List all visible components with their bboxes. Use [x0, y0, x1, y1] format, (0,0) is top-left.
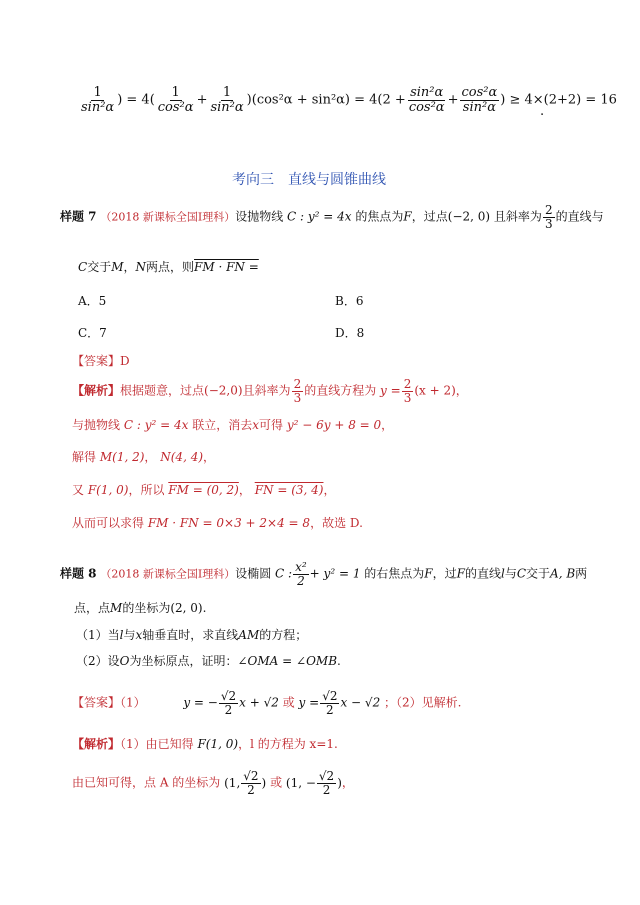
example8-question-line1: 样题 8 （2018 新课标全国Ⅰ理科）设椭圆 C : $\frac{\text{x²}}{2}$ + y² = 1 的右焦点为F，过F的直线l与C交于A, B两 [60, 560, 588, 588]
example8-part2: （2）设O为坐标原点，证明：∠OMA = ∠OMB. [76, 654, 341, 668]
example8-label: 样题 8 [60, 566, 97, 581]
option-a: A．5 [78, 294, 107, 308]
example7-question-line2: C交于M，N两点，则FM · FN = [78, 260, 259, 274]
example7-analysis-line3: 解得 M(1, 2)， N(4, 4)， [72, 450, 216, 464]
top-formula: $\frac{1}{\text{sin²α}}$ ) = 4( $\frac{1}{\text{cos²α}}$ + $\frac{1}{\text{sin²α}}$ )(cos²α + sin²α) = 4(2 + $\frac{\text{sin²α}}{\text{cos²α}}$ + $\frac{\text{cos²α}}{\text{sin²α}}$ ) ≥ 4×(2+2) = 16 [81, 85, 617, 115]
example7-question-line1: 样题 7 （2018 新课标全国Ⅰ理科）设抛物线 C : y² = 4x 的焦点为F，过点(−2, 0) 且斜率为 $\frac{2}{3}$ 的直线与 [60, 203, 604, 231]
example8-analysis-line2: 由已知可得，点 A 的坐标为 (1, $\frac{√2}{2}$ ) 或 (1, − $\frac{√2}{2}$ )， [72, 769, 354, 797]
example7-label: 样题 7 [60, 209, 97, 224]
example8-answer: 【答案】（1） y = − $\frac{√2}{2}$ x + √2 或 y = $\frac{√2}{2}$ x − √2 ；（2）见解析. [72, 689, 462, 717]
example7-answer: 【答案】D [72, 354, 130, 368]
example7-analysis-line5: 从而可以求得 FM · FN = 0×3 + 2×4 = 8，故选 D. [72, 516, 363, 530]
example8-analysis-line1: 【解析】（1）由已知得 F(1, 0)，l 的方程为 x=1. [72, 737, 338, 751]
option-b: B．6 [335, 294, 364, 308]
option-d: D．8 [335, 326, 365, 340]
top-formula-period: . [540, 104, 545, 119]
example7-analysis-line4: 又 F(1, 0)，所以 FM = (0, 2)， FN = (3, 4)， [72, 483, 336, 497]
example7-analysis-line1: 【解析】根据题意，过点(−2,0)且斜率为 $\frac{2}{3}$ 的直线方程为 y = $\frac{2}{3}$ (x + 2)， [72, 377, 468, 405]
example8-question-line2: 点，点M的坐标为(2, 0). [74, 601, 207, 615]
example8-part1: （1）当l与x轴垂直时，求直线AM的方程； [76, 628, 308, 642]
section-title: 考向三 直线与圆锥曲线 [232, 172, 386, 188]
example7-analysis-line2: 与抛物线 C : y² = 4x 联立，消去x可得 y² − 6y + 8 = 0， [72, 418, 394, 432]
option-c: C．7 [78, 326, 107, 340]
example7-source: （2018 新课标全国Ⅰ理科） [100, 210, 236, 224]
example8-source: （2018 新课标全国Ⅰ理科） [100, 567, 236, 581]
